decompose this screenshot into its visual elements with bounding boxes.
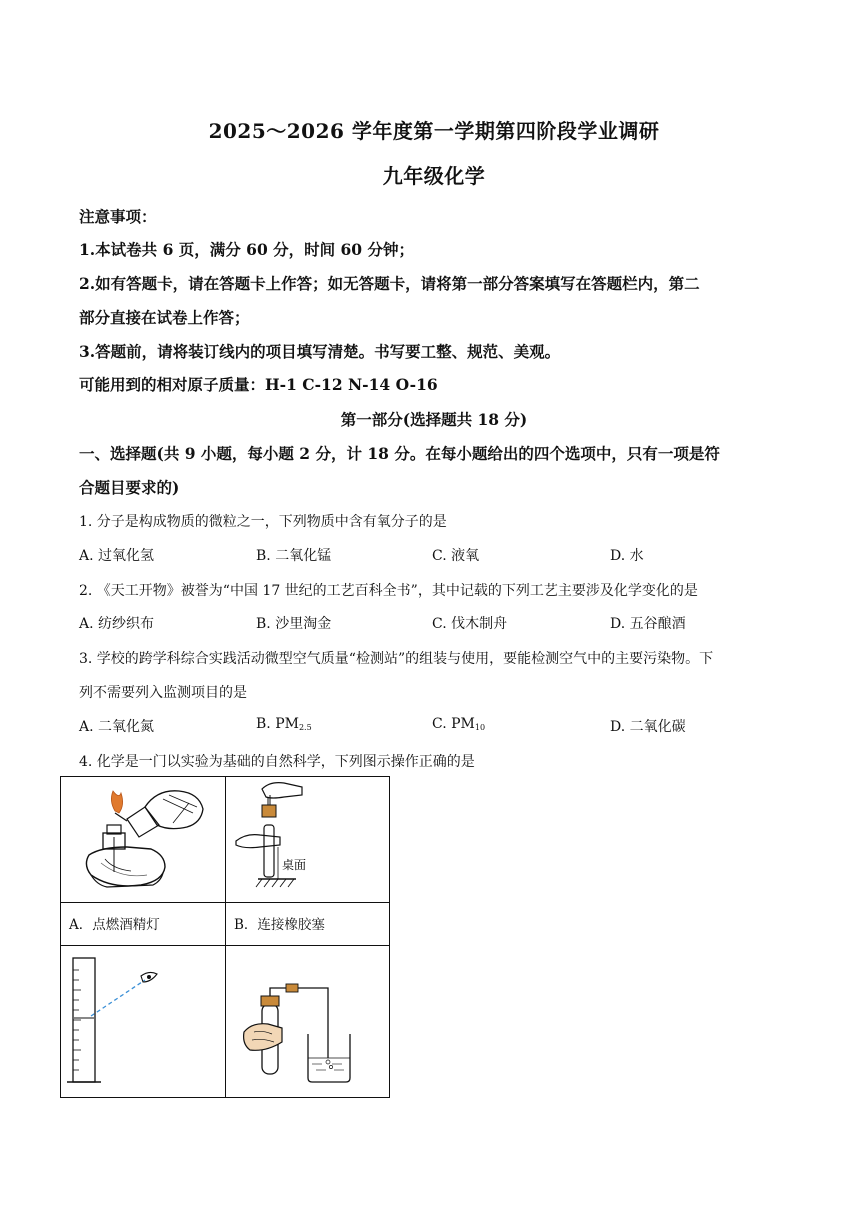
notice-item-3: 3.答题前，请将装订线内的项目填写清楚。书写要工整、规范、美观。 bbox=[79, 342, 561, 361]
question-3-option-c bbox=[432, 716, 485, 732]
question-3-option-c-text: C. PM bbox=[432, 716, 475, 732]
question-3-stem-line-1: 3. 学校的跨学科综合实践活动微型空气质量“检测站”的组装与使用，要能检测空气中的主要污染物。下 bbox=[79, 651, 714, 667]
question-2-option-d: D. 五谷酿酒 bbox=[610, 616, 686, 632]
question-3-option-b-subscript: 2.5 bbox=[298, 723, 312, 732]
notice-item-1: 1.本试卷共 6 页，满分 60 分，时间 60 分钟； bbox=[79, 240, 414, 259]
question-2-option-a: A. 纺纱织布 bbox=[79, 616, 155, 632]
figure-a-label: A．点燃酒精灯 bbox=[69, 917, 160, 933]
desk-label: 桌面 bbox=[282, 858, 307, 872]
section-instructions-line-2: 合题目要求的) bbox=[79, 478, 180, 497]
notice-item-2-line-1: 2.如有答题卡，请在答题卡上作答；如无答题卡，请将第一部分答案填写在答题栏内，第二 bbox=[79, 274, 700, 293]
section-instructions-line-1: 一、选择题(共 9 小题，每小题 2 分，计 18 分。在每小题给出的四个选项中，只有一项是符 bbox=[79, 444, 720, 463]
question-2-stem: 2. 《天工开物》被誉为“中国 17 世纪的工艺百科全书”，其中记载的下列工艺主要涉及化学变化的是 bbox=[79, 583, 698, 599]
question-2-option-c: C. 伐木制舟 bbox=[432, 616, 508, 632]
question-4-stem: 4. 化学是一门以实验为基础的自然科学，下列图示操作正确的是 bbox=[79, 754, 475, 770]
part1-heading: 第一部分(选择题共 18 分) bbox=[340, 410, 528, 429]
question-3-option-b bbox=[256, 716, 312, 732]
question-4-figure-grid bbox=[60, 776, 390, 1098]
rubber-stopper-illustration bbox=[226, 777, 389, 902]
figure-b-cell bbox=[225, 776, 390, 903]
atomic-mass-line: 可能用到的相对原子质量：H-1 C-12 N-14 O-16 bbox=[79, 375, 438, 394]
question-1-option-b: B. 二氧化锰 bbox=[256, 548, 332, 564]
figure-a-cell bbox=[60, 776, 226, 903]
exam-subtitle: 九年级化学 bbox=[382, 164, 486, 188]
figure-a-label-cell bbox=[60, 902, 226, 946]
question-3-option-b-text: B. PM bbox=[256, 716, 299, 732]
figure-d-cell bbox=[225, 945, 390, 1098]
figure-b-label: B．连接橡胶塞 bbox=[234, 917, 325, 933]
question-1-option-a: A. 过氧化氢 bbox=[79, 548, 155, 564]
question-1-option-d: D. 水 bbox=[610, 548, 644, 564]
alcohol-lamp-illustration bbox=[61, 777, 225, 902]
exam-title: 2025～2026 学年度第一学期第四阶段学业调研 bbox=[208, 119, 660, 143]
question-1-stem: 1. 分子是构成物质的微粒之一，下列物质中含有氧分子的是 bbox=[79, 514, 447, 530]
graduated-cylinder-illustration bbox=[61, 946, 225, 1097]
figure-c-cell bbox=[60, 945, 226, 1098]
question-3-stem-line-2: 列不需要列入监测项目的是 bbox=[79, 685, 247, 701]
notice-heading: 注意事项： bbox=[79, 207, 157, 226]
question-3-option-c-subscript: 10 bbox=[474, 723, 486, 732]
question-1-option-c: C. 液氧 bbox=[432, 548, 480, 564]
figure-b-label-cell bbox=[225, 902, 390, 946]
airtightness-check-illustration bbox=[226, 946, 389, 1097]
question-2-option-b: B. 沙里淘金 bbox=[256, 616, 332, 632]
question-3-option-a: A. 二氧化氮 bbox=[79, 719, 155, 735]
question-3-option-d: D. 二氧化碳 bbox=[610, 719, 686, 735]
notice-item-2-line-2: 部分直接在试卷上作答； bbox=[79, 308, 250, 327]
